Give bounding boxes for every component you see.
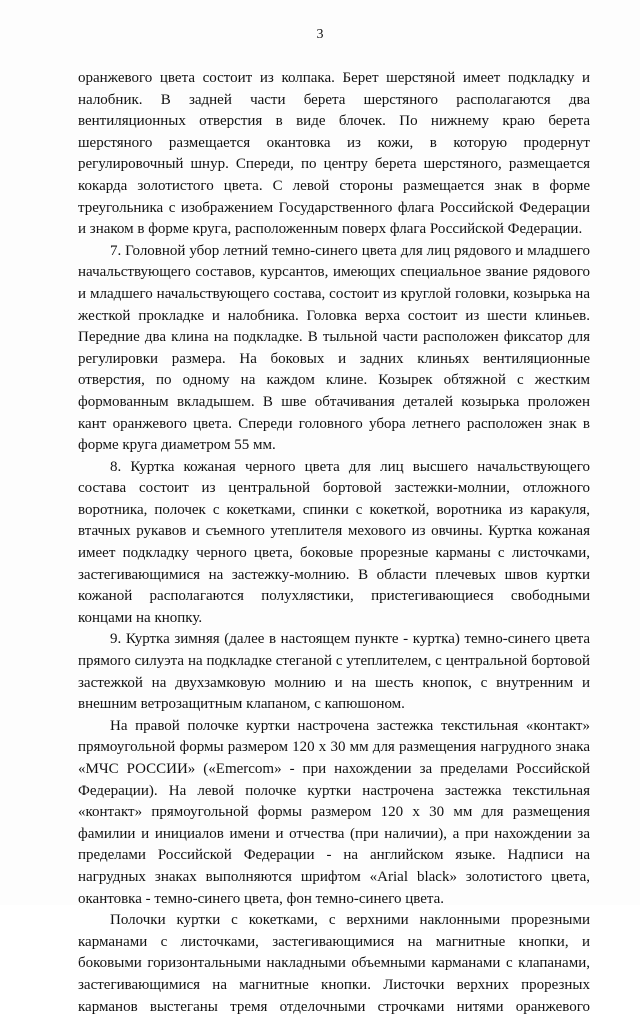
paragraph-chest-patches: На правой полочке куртки настрочена застежка текстильная «контакт» прямоугольной формы размером 120 х 30 мм для размещения нагрудного знака «МЧС РОССИИ» («Emercom» - при нахождении за пределами Российской Федерации). На левой полочке куртки настрочена застежка текстильная «контакт» прямоугольной формы размером 120 х 30 мм для размещения фамилии и инициалов имени и отчества (при наличии), а при нахождении за пределами Российской Федерации - на английском языке. Надписи на нагрудных знаках выполняются шрифтом «Arial black» золотистого цвета, окантовка - темно-синего цвета, фон темно-синего цвета. [78,717,590,907]
document-body [78,68,590,1018]
paragraph-beret-continuation: оранжевого цвета состоит из колпака. Берет шерстяной имеет подкладку и налобник. В задней части берета шерстяного располагаются два вентиляционных отверстия в виде блочек. По нижнему краю берета шерстяного размещается окантовка из кожи, в которую продернут регулировочный шнур. Спереди, по центру берета шерстяного, размещается кокарда золотистого цвета. С левой стороны размещается знак в форме треугольника с изображением Государственного флага Российской Федерации и знаком в форме круга, расположенным поверх флага Российской Федерации. [78,70,590,238]
paragraph-9-winter-jacket: 9. Куртка зимняя (далее в настоящем пункте - куртка) темно-синего цвета прямого силуэта на подкладке стеганой с утеплителем, с центральной бортовой застежкой на двухзамковую молнию и на шесть кнопок, с внутренним и внешним ветрозащитным клапаном, с капюшоном. [78,631,590,713]
paragraph-front-pockets: Полочки куртки с кокетками, с верхними наклонными прорезными карманами с листочками, застегивающимися на магнитные кнопки, и боковыми горизонтальными накладными объемными карманами с клапанами, застегивающимися на магнитные кнопки. Листочки верхних прорезных карманов выстеганы тремя отделочными строчками нитями оранжевого [78,912,590,1015]
paragraph-8-leather-jacket: 8. Куртка кожаная черного цвета для лиц высшего начальствующего состава состоит из центральной бортовой застежки-молнии, отложного воротника, полочек с кокетками, спинки с кокеткой, воротника из каракуля, втачных рукавов и съемного утеплителя мехового из овчины. Куртка кожаная имеет подкладку черного цвета, боковые прорезные карманы с листочками, застегивающимися на застежку-молнию. В области плечевых швов куртки кожаной располагаются полухлястики, пристегивающиеся свободными концами на кнопку. [78,458,590,626]
paragraph-7-summer-cap: 7. Головной убор летний темно-синего цвета для лиц рядового и младшего начальствующего составов, курсантов, имеющих специальное звание рядового и младшего начальствующего состава, состоит из круглой головки, козырька на жесткой прокладке и налобника. Головка верха состоит из шести клиньев. Передние два клина на подкладке. В тыльной части расположен фиксатор для регулировки размера. На боковых и задних клиньях вентиляционные отверстия, по одному на каждом клине. Козырек обтяжной с жестким формованным вкладышем. В шве обтачивания деталей козырька проложен кант оранжевого цвета. Спереди головного убора летнего расположен знак в форме круга диаметром 55 мм. [78,242,590,454]
page-number: 3 [316,27,324,42]
